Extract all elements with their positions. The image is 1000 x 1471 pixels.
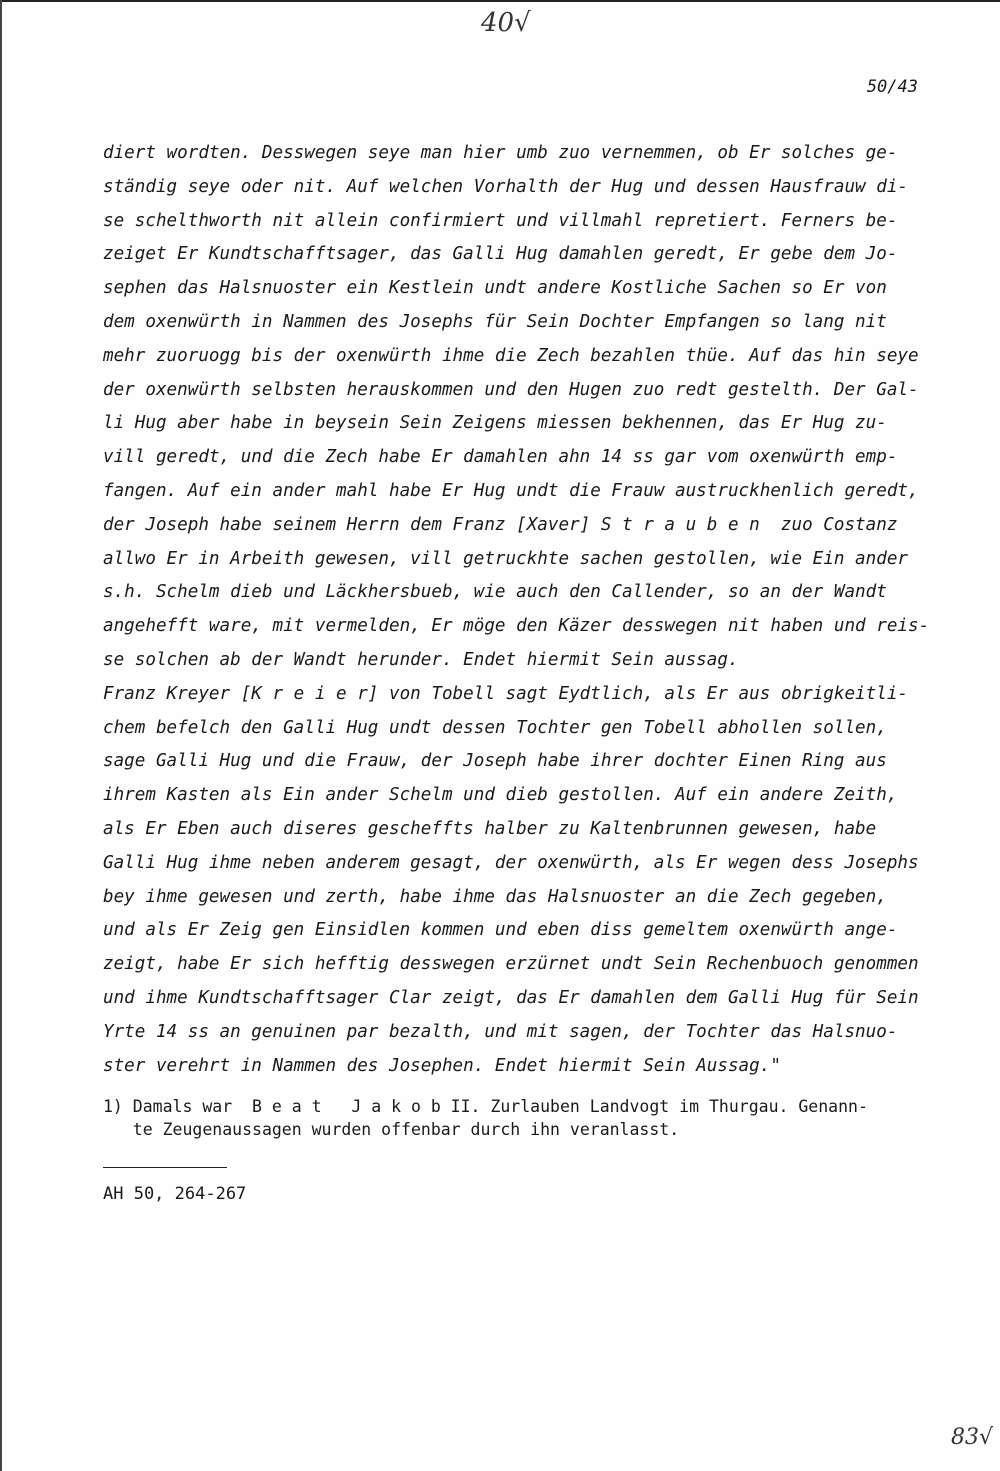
footnote <box>103 1096 923 1141</box>
body-text-line: dem oxenwürth in Nammen des Josephs für Sein Dochter Empfangen so lang nit <box>103 311 887 332</box>
scan-border-left <box>0 0 2 1471</box>
handwritten-corner-note: 83√ <box>951 1425 994 1450</box>
body-text-line: vill geredt, und die Zech habe Er damahlen ahn 14 ss gar vom oxenwürth emp- <box>103 447 898 468</box>
body-text-line: und als Er Zeig gen Einsidlen kommen und eben diss gemeltem oxenwürth ange- <box>103 920 898 941</box>
body-text-line: der oxenwürth selbsten herauskommen und den Hugen zuo redt gestelth. Der Gal- <box>103 379 919 400</box>
body-text-line: und ihme Kundtschafftsager Clar zeigt, das Er damahlen dem Galli Hug für Sein <box>103 987 919 1008</box>
page-number: 50/43 <box>866 77 918 97</box>
body-text-line: zeiget Er Kundtschafftsager, das Galli Hug damahlen geredt, Er gebe dem Jo- <box>103 244 898 265</box>
body-text-line: Franz Kreyer [K r e i e r] von Tobell sagt Eydtlich, als Er aus obrigkeitli- <box>103 683 909 704</box>
body-text-line: Yrte 14 ss an genuinen par bezalth, und mit sagen, der Tochter das Halsnuo- <box>103 1021 898 1042</box>
handwritten-folio-note: 40√ <box>481 8 531 38</box>
body-text-line: Galli Hug ihme neben anderem gesagt, der oxenwürth, als Er wegen dess Josephs <box>103 852 919 873</box>
body-text-line: s.h. Schelm dieb und Läckhersbueb, wie auch den Callender, so an der Wandt <box>103 582 887 603</box>
body-text-line: als Er Eben auch diseres gescheffts halber zu Kaltenbrunnen gewesen, habe <box>103 818 877 839</box>
body-text-line: fangen. Auf ein ander mahl habe Er Hug undt die Frauw austruckhenlich geredt, <box>103 480 919 501</box>
body-text-line: se schelthworth nit allein confirmiert und villmahl repretiert. Ferners be- <box>103 210 898 231</box>
body-text-line: allwo Er in Arbeith gewesen, vill getruckhte sachen gestollen, wie Ein ander <box>103 548 909 569</box>
body-text-line: sage Galli Hug und die Frauw, der Joseph habe ihrer dochter Einen Ring aus <box>103 751 887 772</box>
body-text-line: diert wordten. Desswegen seye man hier umb zuo vernemmen, ob Er solches ge- <box>103 143 898 163</box>
source-reference: AH 50, 264-267 <box>103 1184 247 1204</box>
body-text-line: angehefft ware, mit vermelden, Er möge den Käzer desswegen nit haben und reis- <box>103 616 930 637</box>
body-text-line: zeigt, habe Er sich hefftig desswegen erzürnet undt Sein Rechenbuoch genommen <box>103 954 919 975</box>
body-text-line: ihrem Kasten als Ein ander Schelm und dieb gestollen. Auf ein andere Zeith, <box>103 785 898 806</box>
body-text-line: se solchen ab der Wandt herunder. Endet hiermit Sein aussag. <box>103 649 739 670</box>
footnote-line: 1) Damals war B e a t J a k o b II. Zurlauben Landvogt im Thurgau. Genann- <box>103 1097 868 1116</box>
body-text <box>103 137 930 1083</box>
body-text-line: mehr zuoruogg bis der oxenwürth ihme die Zech bezahlen thüe. Auf das hin seye <box>103 345 919 366</box>
body-text-line: bey ihme gewesen und zerth, habe ihme das Halsnuoster an die Zech gegeben, <box>103 886 887 907</box>
divider-line <box>103 1167 227 1168</box>
body-text-line: ster verehrt in Nammen des Josephen. Endet hiermit Sein Aussag." <box>103 1055 781 1076</box>
body-text-line: ständig seye oder nit. Auf welchen Vorhalth der Hug und dessen Hausfrauw di- <box>103 176 909 197</box>
footnote-line: te Zeugenaussagen wurden offenbar durch ihn veranlasst. <box>103 1119 680 1139</box>
body-text-line: der Joseph habe seinem Herrn dem Franz [Xaver] S t r a u b e n zuo Costanz <box>103 514 898 535</box>
body-text-line: sephen das Halsnuoster ein Kestlein undt andere Kostliche Sachen so Er von <box>103 278 887 299</box>
scan-border-top <box>0 0 1000 2</box>
body-text-line: chem befelch den Galli Hug undt dessen Tochter gen Tobell abhollen sollen, <box>103 717 887 738</box>
body-text-line: li Hug aber habe in beysein Sein Zeigens miessen bekhennen, das Er Hug zu- <box>103 413 887 434</box>
